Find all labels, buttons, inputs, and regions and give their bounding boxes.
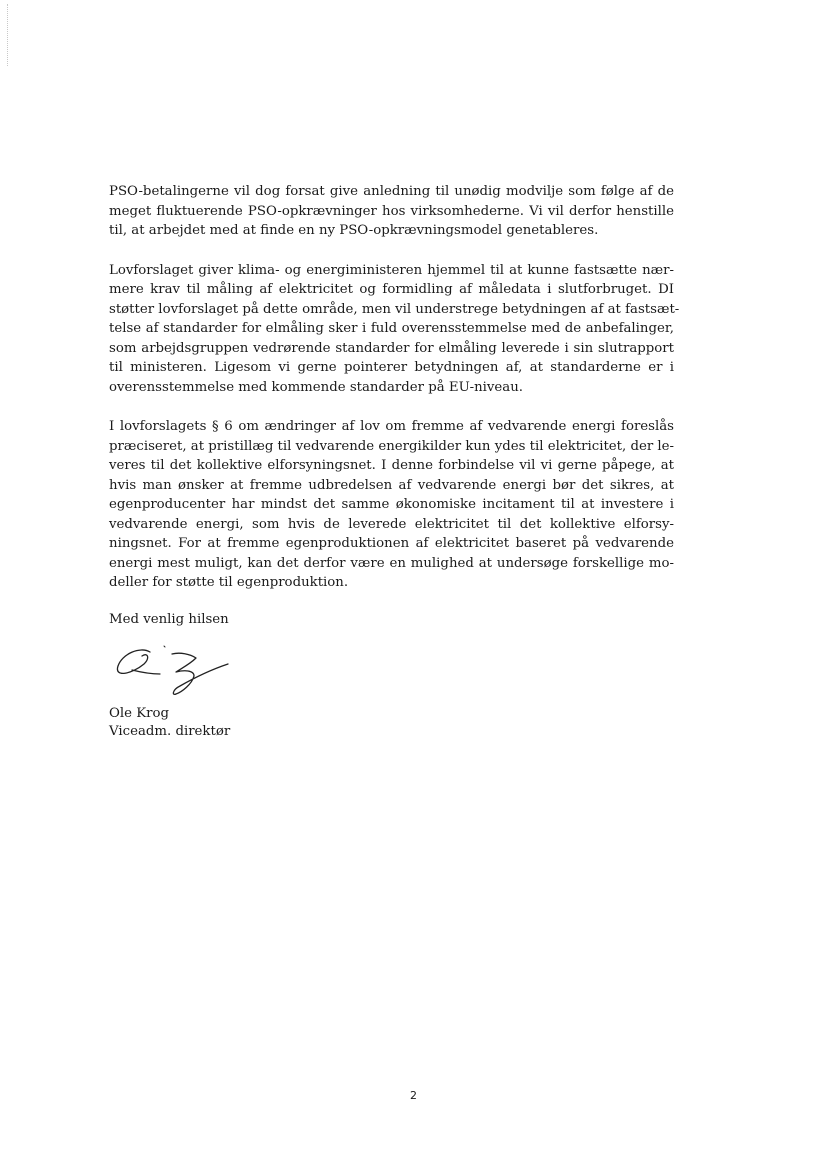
- paragraph-paragraf-6: [109, 417, 674, 593]
- text-line: meget fluktuerende PSO-opkrævninger hos virksomhederne. Vi vil derfor henstille: [109, 203, 674, 219]
- signer-name: Ole Krog: [109, 706, 170, 721]
- paragraph-lovforslaget: [109, 261, 680, 398]
- text-line: telse af standarder for elmåling sker i fuld overensstemmelse med de anbefalinger,: [109, 321, 674, 336]
- text-line: vedvarende energi, som hvis de leverede elektricitet til det kollektive elforsy-: [109, 516, 674, 532]
- text-line: PSO-betalingerne vil dog forsat give anledning til unødig modvilje som følge af de: [109, 184, 674, 199]
- text-line: deller for støtte til egenproduktion.: [109, 575, 349, 590]
- text-line: veres til det kollektive elforsyningsnet. I denne forbindelse vil vi gerne påpege, at: [109, 458, 674, 473]
- text-line: til ministeren. Ligesom vi gerne pointerer betydningen af, at standarderne er i: [109, 360, 674, 375]
- closing-salutation: Med venlig hilsen: [109, 612, 229, 627]
- text-line: energi mest muligt, kan det derfor være en mulighed at undersøge forskellige mo-: [109, 555, 674, 571]
- text-line: ningsnet. For at fremme egenproduktionen af elektricitet baseret på vedvarende: [109, 536, 674, 551]
- signer-block: [109, 705, 230, 741]
- scan-edge-mark: [7, 4, 8, 66]
- text-line: hvis man ønsker at fremme udbredelsen af vedvarende energi bør det sikres, at: [109, 477, 674, 493]
- paragraph-pso: [109, 182, 674, 241]
- letter-body: [109, 182, 680, 613]
- text-line: I lovforslagets § 6 om ændringer af lov om fremme af vedvarende energi foreslås: [109, 419, 674, 434]
- text-line: mere krav til måling af elektricitet og formidling af måledata i slutforbruget. DI: [109, 282, 674, 297]
- text-line: overensstemmelse med kommende standarder på EU-niveau.: [109, 379, 524, 395]
- signer-title: Viceadm. direktør: [109, 724, 231, 739]
- text-line: til, at arbejdet med at finde en ny PSO-opkrævningsmodel genetableres.: [109, 223, 599, 238]
- text-line: som arbejdsgruppen vedrørende standarder for elmåling leverede i sin slutrapport: [109, 340, 674, 356]
- text-line: præciseret, at pristillæg til vedvarende energikilder kun ydes til elektricitet, der le-: [109, 438, 675, 454]
- text-line: Lovforslaget giver klima- og energiministeren hjemmel til at kunne fastsætte nær-: [109, 262, 674, 278]
- text-line: egenproducenter har mindst det samme økonomiske incitament til at investere i: [109, 497, 674, 512]
- handwritten-signature: [110, 640, 240, 700]
- page-number: 2: [410, 1089, 417, 1102]
- text-line: støtter lovforslaget på dette område, men vil understrege betydningen af at fastsæt-: [109, 301, 680, 317]
